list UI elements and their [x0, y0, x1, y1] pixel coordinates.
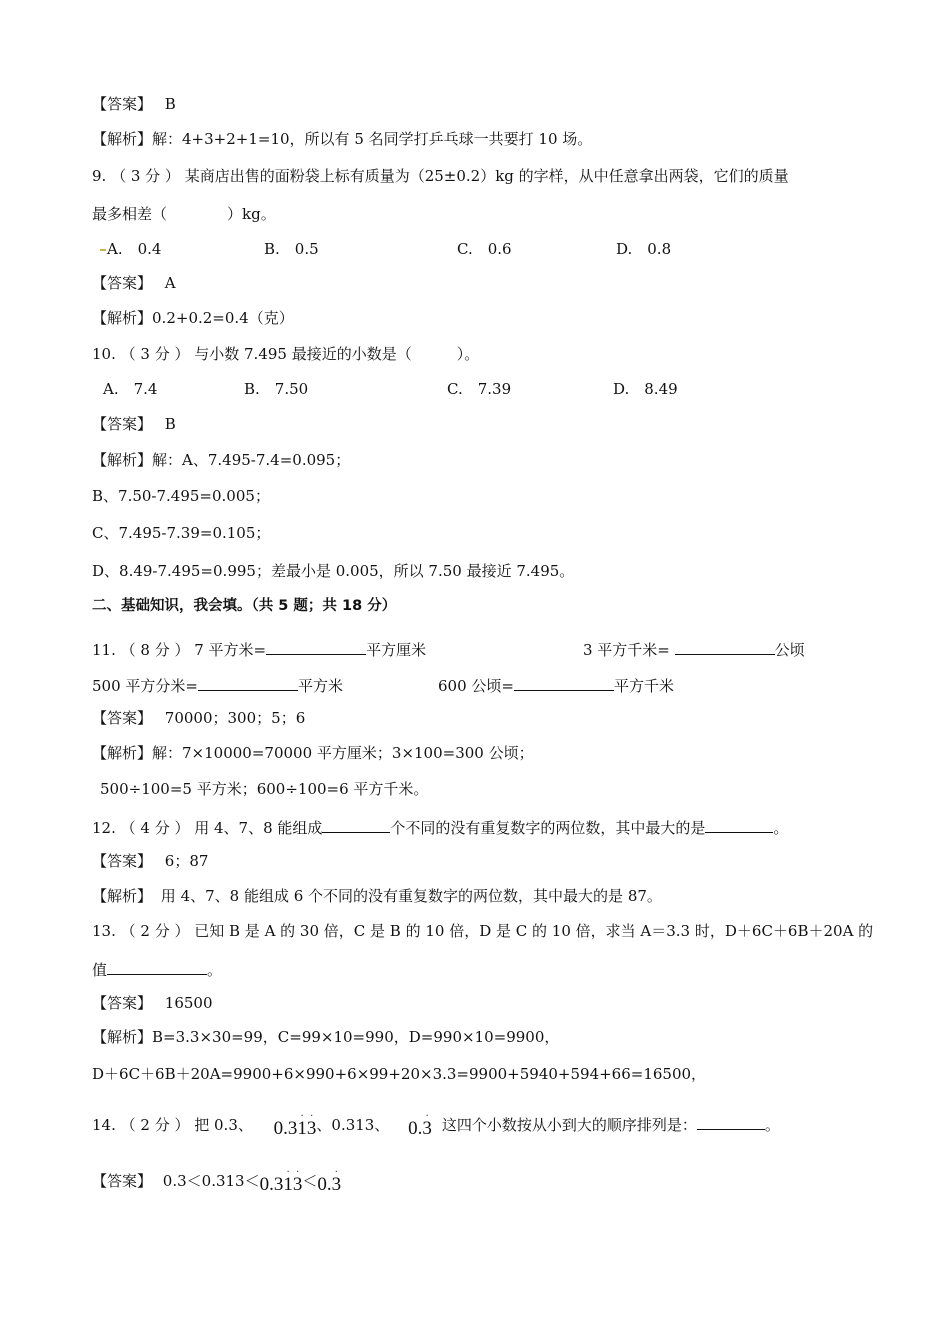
analysis-text: 0.2+0.2=0.4（克）: [152, 309, 294, 327]
q14-answer-line: 【答案】 0.3＜0.313＜0.3· 1· 3＜0.· 3: [92, 1171, 341, 1195]
q10-analysis-line1: [92, 450, 350, 470]
answer-label: 【答案】: [92, 415, 153, 433]
q13-answer-line: [92, 993, 213, 1013]
q12-answer-line: [92, 851, 208, 871]
q11-line1-left: 11. （ 8 分 ） 7 平方米= 平方厘米: [92, 638, 426, 660]
answer-blank[interactable]: [697, 1113, 765, 1130]
q11-line2-left: 500 平方分米= 平方米: [92, 674, 343, 696]
answer-value: 70000；300；5；6: [164, 709, 306, 727]
answer-blank[interactable]: [705, 816, 773, 833]
repeating-decimal-b: 0.· 3: [317, 1175, 341, 1195]
q13-analysis-line1: [92, 1027, 559, 1047]
answer-blank[interactable]: [198, 674, 298, 691]
analysis-text: 解：7×10000=70000 平方厘米；3×100=300 公顷；: [152, 744, 534, 762]
q10-option-d: D. 8.49: [613, 380, 678, 398]
section-title: 二、基础知识，我会填。（共 5 题；共 18 分）: [92, 598, 397, 614]
q11-line2-right: 600 公顷= 平方千米: [438, 674, 674, 696]
q9-answer-line: [92, 273, 176, 293]
q9-option-d: D. 0.8: [616, 240, 672, 258]
q10-option-b: B. 7.50: [244, 380, 309, 398]
highlight-mark-icon: [100, 249, 106, 251]
analysis-label: 【解析】: [92, 887, 153, 905]
q13-stem-line2: 值 。: [92, 958, 222, 980]
repeating-decimal-b: 0.· 3: [408, 1119, 432, 1139]
analysis-text: B=3.3×30=99，C=99×10=990，D=990×10=9900，: [152, 1028, 560, 1046]
answer-label: 【答案】: [92, 852, 153, 870]
analysis-label: 【解析】: [92, 744, 153, 762]
q10-analysis-line4: D、8.49-7.495=0.995；差最小是 0.005，所以 7.50 最接近 7.495。: [92, 562, 575, 580]
answer-label: 【答案】: [92, 274, 153, 292]
answer-blank[interactable]: [514, 674, 614, 691]
answer-label: 【答案】: [92, 709, 153, 727]
answer-blank[interactable]: [266, 638, 366, 655]
repeating-decimal-a: 0.3· 1· 3: [274, 1119, 317, 1139]
q10-option-a: A. 7.4: [103, 380, 158, 398]
q11-analysis-line1: [92, 743, 534, 763]
q10-answer-line: [92, 414, 176, 434]
answer-label: 【答案】: [92, 95, 153, 113]
analysis-text: 解：A、7.495-7.4=0.095；: [152, 451, 351, 469]
q8-answer-line: [92, 94, 176, 114]
answer-value: B: [164, 415, 176, 433]
q9-stem-line1: 9. （ 3 分 ） 某商店出售的面粉袋上标有质量为（25±0.2）kg 的字样，从中任意拿出两袋，它们的质量: [92, 167, 789, 185]
q13-analysis-line2: D＋6C＋6B＋20A=9900+6×990+6×99+20×3.3=9900+5940+594+66=16500，: [92, 1065, 707, 1083]
analysis-label: 【解析】: [92, 1028, 153, 1046]
q10-analysis-line3: C、7.495-7.39=0.105；: [92, 524, 271, 542]
answer-value: B: [164, 95, 176, 113]
q10-stem: 10. （ 3 分 ） 与小数 7.495 最接近的小数是（ ）。: [92, 345, 480, 363]
analysis-text: 解：4+3+2+1=10，所以有 5 名同学打乒乓球一共要打 10 场。: [152, 130, 593, 148]
q10-option-c: C. 7.39: [447, 380, 512, 398]
q9-analysis-line: [92, 308, 294, 328]
answer-value: 6；87: [164, 852, 209, 870]
q12-stem: 12. （ 4 分 ） 用 4、7、8 能组成 个不同的没有重复数字的两位数，其中最大的是 。: [92, 816, 788, 838]
q14-stem: 14. （ 2 分 ） 把 0.3、 0.3· 1· 3、0.313、 0.· 3 这四个小数按从小到大的顺序排列是： 。: [92, 1113, 780, 1139]
answer-blank[interactable]: [675, 638, 775, 655]
analysis-label: 【解析】: [92, 451, 153, 469]
analysis-label: 【解析】: [92, 130, 153, 148]
repeating-decimal-a: 0.3· 1· 3: [260, 1175, 303, 1195]
analysis-label: 【解析】: [92, 309, 153, 327]
q9-option-b: B. 0.5: [264, 240, 319, 258]
answer-blank[interactable]: [107, 958, 207, 975]
q13-stem-line1: 13. （ 2 分 ） 已知 B 是 A 的 30 倍，C 是 B 的 10 倍，D 是 C 的 10 倍，求当 A＝3.3 时，D＋6C＋6B＋20A 的: [92, 922, 874, 940]
answer-value: A: [164, 274, 176, 292]
answer-label: 【答案】: [92, 994, 153, 1012]
answer-value: 16500: [164, 994, 213, 1012]
q11-analysis-line2: 500÷100=5 平方米；600÷100=6 平方千米。: [100, 780, 429, 798]
answer-label: 【答案】: [92, 1172, 153, 1190]
answer-blank[interactable]: [322, 816, 390, 833]
analysis-text: 用 4、7、8 能组成 6 个不同的没有重复数字的两位数，其中最大的是 87。: [160, 887, 662, 905]
q9-stem-line2: 最多相差（ ）kg。: [92, 205, 276, 223]
q11-line1-right: 3 平方千米= 公顷: [583, 638, 805, 660]
q12-analysis-line: [92, 886, 662, 906]
q9-option-c: C. 0.6: [457, 240, 512, 258]
q8-analysis-line: [92, 129, 592, 149]
q11-answer-line: [92, 708, 305, 728]
q10-analysis-line2: B、7.50-7.495=0.005；: [92, 487, 270, 505]
answer-value: 0.3＜0.313＜: [162, 1172, 260, 1190]
q9-option-a: A. 0.4: [100, 239, 161, 259]
